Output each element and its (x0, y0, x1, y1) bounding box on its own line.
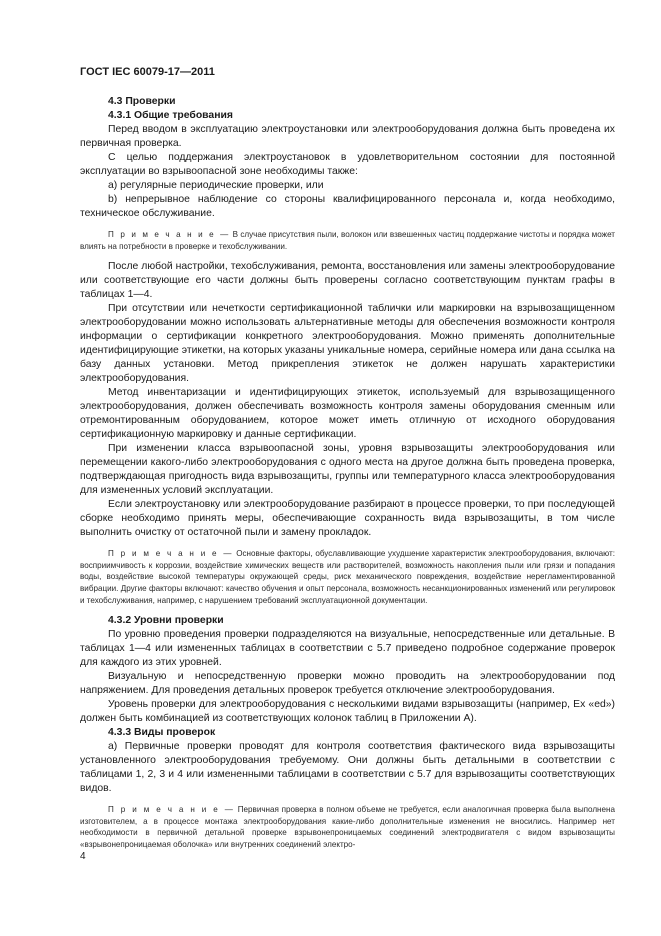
paragraph: При отсутствии или нечеткости сертификационной таблички или маркировки на взрывозащищенном электрооборудовании можно использовать альтернативные методы для обеспечения возможности контроля информации о сертификации конкретного электрооборудования. Можно применять дополнительные идентифицирующие этикетки, на которых указаны уникальные номера, серийные номера или дана ссылка на базу данных установки. Метод прикрепления этикеток не должен нарушать характеристики электрооборудования. (80, 303, 615, 385)
paragraph: Если электроустановку или электрооборудование разбирают в процессе проверки, то при последующей сборке необходимо принять меры, обеспечивающие сохранность вида взрывозащиты, в том числе выполнить очистку от остаточной пыли и замену прокладок. (80, 499, 615, 539)
note-text: Основные факторы, обуславливающие ухудшение характеристик электрооборудования, включают: восприимчивость к коррозии, воздействие химических веществ или растворителей, возможность накопления пыли или грязи и попадания воды, воздействие высокой температуры окружающей среды, риск механического повреждения, воздействие нерегламентированной вибрации. Другие факторы включают: качество обучения и опыт персонала, возможность несанкционированных изменений или регулировок и техобслуживания, например, с нарушением требований эксплуатационной документации. (80, 549, 616, 605)
note-text: Первичная проверка в полном объеме не требуется, если аналогичная проверка была выполнена изготовителем, а в процессе монтажа электрооборудования какие-либо дополнительные изменения не вносились. Например нет необходимости в первичной детальной проверке взрывонепроницаемых соединений электродвигателя с видом взрывозащиты «взрывонепроницаемая оболочка» или внутренних соединений электро- (80, 805, 616, 849)
paragraph: С целью поддержания электроустановок в удовлетворительном состоянии для постоянной эксплуатации во взрывоопасной зоне необходимы также: (80, 152, 615, 177)
note-label: П р и м е ч а н и е — (108, 230, 231, 239)
paragraph: Перед вводом в эксплуатацию электроустановки или электрооборудования должна быть проведена их первичная проверка. (80, 124, 615, 149)
paragraph: По уровню проведения проверки подразделяются на визуальные, непосредственные или детальные. В таблицах 1—4 или измененных таблицах в соответствии с 5.7 приведено подробное содержание проверок для каждого из этих уровней. (80, 629, 615, 669)
paragraph: После любой настройки, техобслуживания, ремонта, восстановления или замены электрооборудование или соответствующие его части должны быть проверены согласно соответствующим пунктам графы в таблицах 1—4. (80, 261, 615, 301)
note-label: П р и м е ч а н и е — (108, 549, 234, 559)
note (80, 804, 615, 850)
paragraph: Визуальную и непосредственную проверки можно проводить на электрооборудовании под напряжением. Для проведения детальных проверок требуется отключение электрооборудования. (80, 671, 615, 697)
running-header: ГОСТ IEC 60079-17—2011 (80, 66, 215, 78)
paragraph: Уровень проверки для электрооборудования с несколькими видами взрывозащиты (например, Ex «ed») должен быть комбинацией из соответствующих колонок таблиц в Приложении А). (80, 699, 615, 725)
note-label: П р и м е ч а н и е — (108, 805, 235, 815)
list-item-b: b) непрерывное наблюдение со стороны квалифицированного персонала и, когда необходимо, техническое обслуживание. (80, 194, 615, 219)
section-4-3-1-heading: 4.3.1 Общие требования (108, 110, 233, 121)
note-text: В случае присутствия пыли, волокон или взвешенных частиц поддержание чистоты и порядка может влиять на потребности в проверке и техобслуживании. (80, 230, 616, 251)
section-4-3-3-heading: 4.3.3 Виды проверок (108, 727, 216, 739)
section-4-3-heading: 4.3 Проверки (108, 96, 176, 107)
note (80, 548, 615, 606)
paragraph: При изменении класса взрывоопасной зоны, уровня взрывозащиты электрооборудования или перемещении какого-либо электрооборудования с одного места на другое должна быть проведена проверка, подтверждающая пригодность вида взрывозащиты, группы или температурного класса электрооборудования для измененных условий эксплуатации. (80, 443, 615, 497)
paragraph: а) Первичные проверки проводят для контроля соответствия фактического вида взрывозащиты установленного электрооборудования требуемому. Они должны быть детальными в соответствии с таблицами 1, 2, 3 и 4 или измененными таблицами в соответствии с 5.7 для взрывозащиты соответствующих видов. (80, 741, 615, 795)
note (80, 229, 615, 252)
section-4-3-2-heading: 4.3.2 Уровни проверки (108, 615, 224, 627)
page-number: 4 (80, 851, 86, 862)
list-item-a: а) регулярные периодические проверки, или (108, 180, 324, 191)
paragraph: Метод инвентаризации и идентифицирующих этикеток, используемый для взрывозащищенного электрооборудования, должен обеспечивать возможность контроля замены оборудования сменным или отремонтированным оборудованием, которое может иметь отличную от исходного оборудования сертификационную маркировку и данные сертификации. (80, 387, 615, 441)
